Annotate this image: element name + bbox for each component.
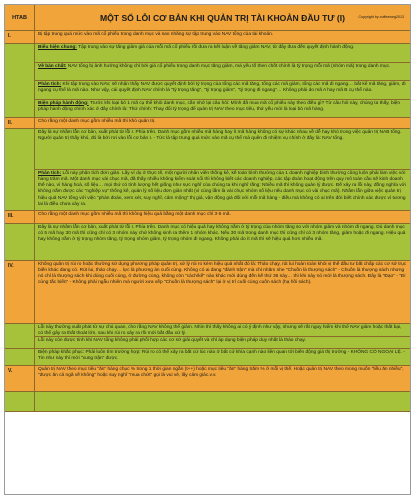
row-content [35, 118, 410, 128]
paragraph-text: Trước khi loại bỏ 1 mã cụ thể khỏi danh mục, cần nhớ lại câu hỏi: Mình đã mua mã cổ phiếu này theo điều gì? Từ câu hỏi này, chúng ta thấy, biện pháp hành động chính xác ở đây chính là: Thứ chính: Thay đổi tỷ trọng để quản trị NAV theo mục tiêu, thứ yếu mới là loại bỏ mã hàng. [38, 100, 401, 112]
row-paragraph [35, 81, 410, 100]
row-paragraph [35, 366, 410, 391]
row-content [35, 224, 410, 260]
code-label: HTAB [5, 5, 35, 30]
paragraph-lead: Biện pháp hành động: [38, 100, 89, 106]
paragraph-text: Bị tập trung quá mức vào mã cổ phiếu trong danh mục và sao nhãng sự tập trung vào NAV tổng của tài khoản. [38, 32, 274, 37]
row-content [35, 31, 410, 43]
row-content [35, 44, 410, 117]
row-paragraph [35, 392, 410, 411]
row-paragraph [35, 129, 410, 170]
paragraph-text: NAV tổng bị ảnh hưởng không chỉ bởi giá cổ phiếu trong danh mục tăng giảm, mà yếu tố then chốt chính là tỷ trọng mỗi mã (nhóm mã) trong danh mục. [66, 63, 391, 69]
row-content [35, 392, 410, 411]
row-content [35, 211, 410, 223]
row-paragraph [35, 349, 410, 365]
row-paragraph [35, 324, 410, 337]
row-paragraph [35, 211, 410, 223]
table-row [5, 31, 410, 44]
title-row [5, 5, 410, 31]
table-row [5, 324, 410, 349]
table-row [5, 392, 410, 412]
row-content [35, 366, 410, 391]
paragraph-text: Không quản trị rủi ro hoặc thường sử dụng phương pháp quản trị, xử lý rủi ro kém hiệu quả nhất đó là: Thảo chạy, rút lui hoàn toàn khỏi vị thế đầu tư bất chấp các cơ sở trục biến khác đang có. Rút lui, tháo chạy… lực là phương án cuối cùng. Không có ai đang "đánh trận" mà chỉ nhăm nhe "Chuồn là thượng sách" - Chuồn là thượng sách nhưng nó chỉ là thượng sách khi dùng cuối cùng, ở đường cùng, không còn "cách/kế" nào khác mới dùng đến kế thứ 36 này… thì khi này nó mới là thượng sách. Đây là "Đạo" - "Đi cùng tắc biến" - Không phải ngẫu nhiên mà người xưa xếp "Chuồn là thượng sách" lại ở vị trí cuối cùng cuốn sách (hạ hồi sách). [38, 262, 407, 286]
document-page [4, 4, 411, 495]
paragraph-lead: Phân tích: [38, 82, 62, 87]
row-content [35, 129, 410, 210]
row-number: III. [5, 211, 35, 223]
row-paragraph [35, 100, 410, 118]
row-number [5, 324, 35, 348]
paragraph-lead: Biểu hiện chung: [38, 45, 77, 50]
table-row [5, 261, 410, 324]
paragraph-text: Lỗi này còn được tính khi NAV tổng không phải phối hợp các cơ sở giải quyết và chỉ áp dụng biện pháp duy nhất là tháo chạy. [38, 337, 306, 343]
document-title: MỘT SỐ LỖI CƠ BẢN KHI QUẢN TRỊ TÀI KHOẢN ĐẦU TƯ (I) [99, 12, 346, 23]
paragraph-text: Cho rằng một danh mục gồm nhiều mã thì khó quản trị. [38, 119, 156, 124]
paragraph-text: Quản trị NAV theo mục tiêu "ăn" hàng chục % trong 1 thời gian ngắn (t++) hoặc mục tiêu "ăn" hàng trăm % ở mỗi vị thế. Hoặc quản trị NAV theo mong muốn "liều ăn nhiều", "được ăn cả ngã về không" hoặc suy nghĩ "mua chứt" gọi là vui vẻ, lấy cảm giác.v.v. [38, 367, 404, 379]
row-paragraph [35, 118, 410, 128]
table-row [5, 44, 410, 118]
paragraph-text: Biện pháp khắc phục: Phải luôn tìm trường hợp: Rủi ro có thể xảy ra bất cứ lúc nào ở bất cứ khía cạnh nào liên quan tới biến động giá thị trường - KHÔNG CÓ NGOẠI LỆ. - Tin như này thì mới "xung trận" được. [38, 350, 405, 362]
row-paragraph [35, 170, 410, 210]
row-number: II. [5, 118, 35, 128]
paragraph-text: Lỗi này phân tích đơn giản. Lấy ví dụ ở thực tế, một người nhân viên thống kê, kế toán bình thường của 1 doanh nghiệp bình thường cũng luôn phải làm việc với hàng trăm mã. Một danh mục vài chục mã, đã thấy nhiều không kiểm soát nổi thì không biết các doanh nghiệp, các tập đoàn hoạt động trên quy mô toàn cầu sẽ kinh doanh thế nào, vì hàng hoá, số liệu… mọi thứ có tính lượng hết giống như sực nghĩ của chúng ta khi nghĩ rằng: Nhiều mã thì không quản lý được. Đế xảy ra lỗi này, đồng nghĩa với không nắm được các "nghiệp vụ" thống kê, quản lý số liệu đơn giản nhất (vì cùng lắm là vài chục nhóm số liệu nếu danh mục có vài chục mã). Nhầm lẫn giữa việc quản trị hiệu quả NAV tổng với việc "phán đoán, xem xét, suy nghĩ, cảm mộng" thị giá, vận động giá đối với mỗi mã hàng - điều mà không có ai trên đời biết chính xác được vì tương lai là điều chưa xảy ra. [38, 171, 406, 207]
copyright-note: Copyright by coffeeweg2013 [358, 15, 404, 19]
row-number [5, 129, 35, 210]
row-number [5, 349, 35, 365]
table-row [5, 129, 410, 211]
row-content [35, 349, 410, 365]
row-content [35, 261, 410, 323]
row-number [5, 44, 35, 117]
row-number: IV. [5, 261, 35, 323]
row-content [35, 324, 410, 348]
row-paragraph [35, 224, 410, 260]
row-number [5, 224, 35, 260]
row-number: V. [5, 366, 35, 391]
row-paragraph [35, 44, 410, 63]
paragraph-text: Tập trung vào sự tăng giảm giá của mỗi mã cổ phiếu rồi đưa ra kết luận về tăng giảm NAV, từ đây đưa đến quyết định hành động. [76, 45, 355, 50]
table-row [5, 211, 410, 224]
paragraph-text: Cho rằng một danh mục gồm nhiều mã thì không hiệu quả bằng một danh mục chỉ 3-5 mã. [38, 212, 231, 217]
paragraph-text: Đây là sự nhầm lẫn cơ bản, xuất phát từ lỗi I. Phía trên. Danh mục gồm nhiều mã hàng hay ít mã hàng không có sự khác nhau về dễ hay khó trong việc quản trị NAB tổng. Người quản trị thấy khó, đó là bởi rơi vào lỗi cơ bản I. - Từc là tập trung quá mức vào mã cụ thể mà quên đi nhiệm vụ chính ở đây là: NAV tổng. [38, 130, 402, 142]
row-number [5, 392, 35, 411]
table-row [5, 118, 410, 129]
row-number: I. [5, 31, 35, 43]
paragraph-text: Lỗi này thường xuất phát từ sự chủ quan, cho rằng NAV không thể giảm. Nhìn thì thấy không ai có ý định như vậy, nhưng sẽ rất nguy hiểm khi thể NAV giảm hoặc thất bại, có thể gây ra thất thoát lớn, sau khi rủi ro xảy ra rồi mới bắt đầu xử lý. [38, 325, 402, 337]
table-body [5, 31, 410, 412]
row-paragraph [35, 261, 410, 323]
table-row [5, 349, 410, 366]
paragraph-text: Đây là sự nhầm lẫn cơ bản, xuất phát từ lỗi I. Phía trên. Danh mục có hiệu quả hay không nằm ở tỷ trọng của nhóm tăng so với nhóm giảm và nhóm đi ngang. Dù danh mục có 5 mã hay 30 mã thì cũng chỉ có 3 nhóm này chứ không sinh ra thêm 1 nhóm khác. Nếu 30 mã trong danh mục thì cũng chỉ có 3 nhóm tăng, giảm hoặc đi ngang. Hiệu quả hay không nằm ở tỷ trọng nhóm tăng, tỷ trọng nhóm giảm, tỷ trọng nhóm đi ngang. Không phải do ít mã thì sẽ hiệu quả hơn nhiều mã. [38, 225, 406, 243]
row-paragraph [35, 63, 410, 82]
row-paragraph [35, 31, 410, 43]
paragraph-text: Khi tập trung vào NAV, sẽ nhận thấy NAV được quyết định bởi tỷ trọng của tổng các mã tăng, tổng các mã giảm, tổng các mã đi ngang… bất kể mã tăng, giảm, đi ngang cụ thể là mã nào. Như vậy, cái quyết định NAV chính là "tỷ trọng tăng", "tỷ trọng giảm", "tỷ trọng đi ngang"… Không phải do mã A hay mã B cụ thể nào. [38, 82, 406, 94]
paragraph-lead: Về bản chất: [38, 63, 67, 69]
document-title-cell [35, 5, 410, 30]
table-row [5, 366, 410, 392]
row-paragraph [35, 337, 410, 349]
table-row [5, 224, 410, 261]
paragraph-lead: Phân tích: [38, 171, 62, 176]
